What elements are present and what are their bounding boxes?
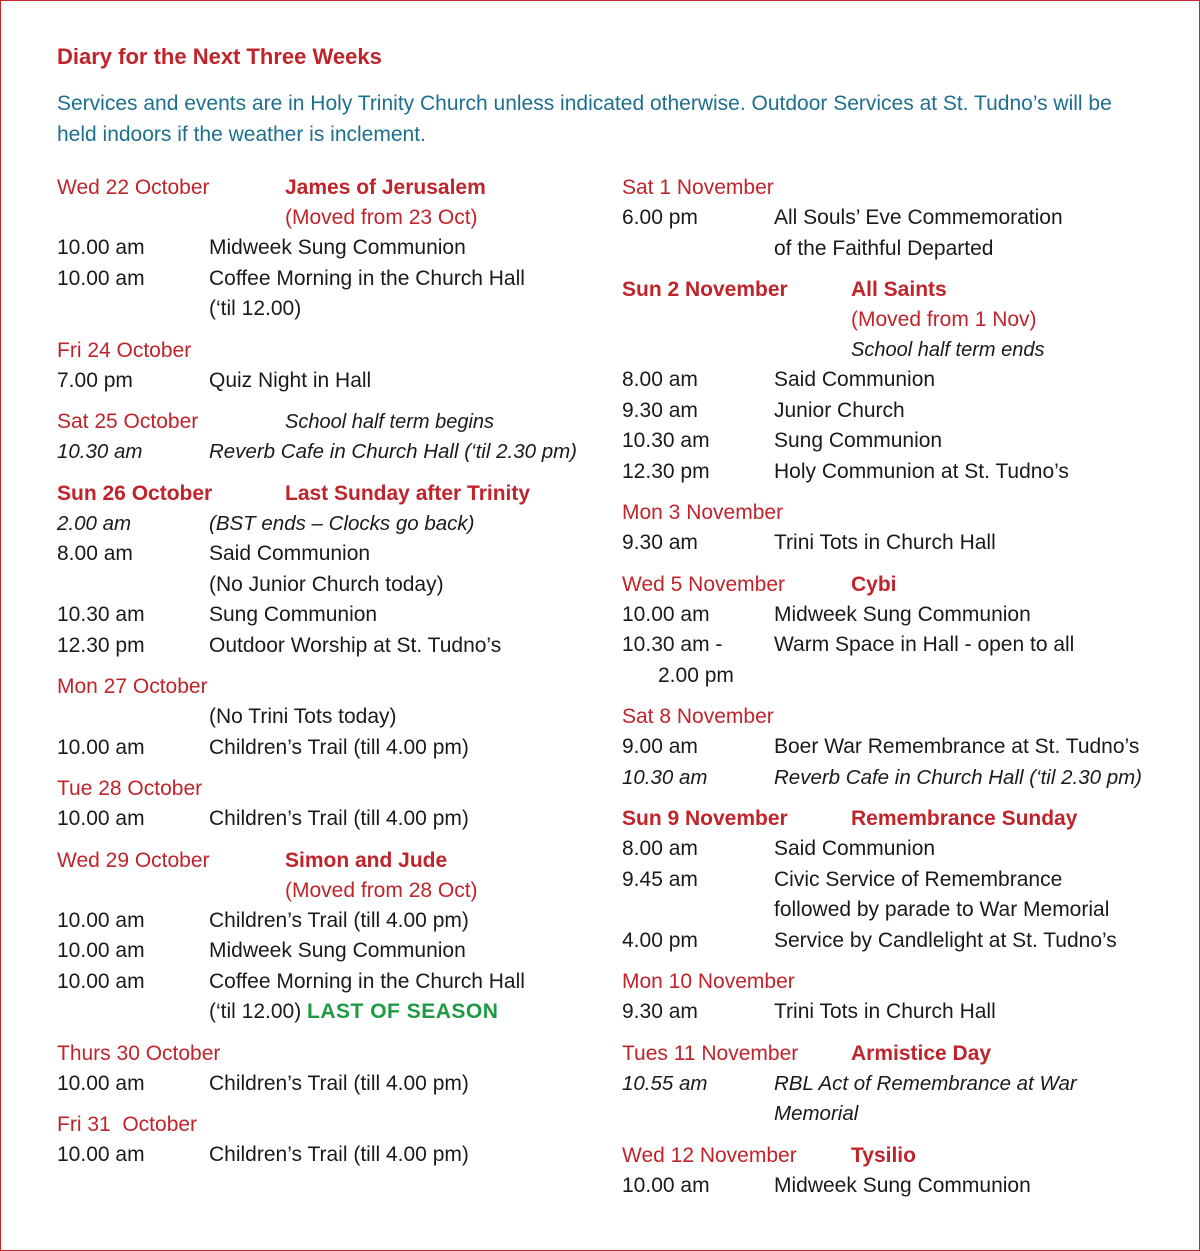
event-desc: Warm Space in Hall - open to all — [774, 633, 1075, 656]
event-desc: Children’s Trail (till 4.00 pm) — [209, 807, 469, 830]
event-desc: Quiz Night in Hall — [209, 368, 372, 392]
left-column — [57, 173, 602, 1182]
event-desc: Holy Communion at St. Tudno’s — [774, 459, 1069, 483]
day-sun-9-nov — [622, 804, 1182, 956]
event-row — [622, 365, 1182, 396]
feast-name: James of Jerusalem — [285, 176, 486, 199]
event-time: 10.00 am — [57, 807, 145, 830]
day-sat-25-oct — [57, 407, 602, 468]
day-date: Mon 3 November — [622, 501, 784, 524]
day-wed-29-oct — [57, 846, 602, 1028]
event-desc: RBL Act of Remembrance at War — [774, 1071, 1077, 1095]
event-desc: Coffee Morning in the Church Hall — [209, 266, 525, 290]
event-desc: Said Communion — [774, 837, 936, 860]
day-wed-5-nov — [622, 570, 1182, 692]
event-row — [622, 732, 1182, 763]
event-desc: Midweek Sung Communion — [209, 939, 466, 962]
event-row — [57, 233, 602, 264]
event-time: 9.30 am — [622, 398, 698, 422]
event-desc: Boer War Remembrance at St. Tudno’s — [774, 735, 1140, 758]
feast-name: Armistice Day — [851, 1041, 992, 1065]
event-time: 10.00 am — [57, 908, 145, 932]
event-time: 10.00 am — [57, 1143, 145, 1166]
event-row — [57, 936, 602, 967]
event-desc: Reverb Cafe in Church Hall (‘til 2.30 pm) — [774, 765, 1142, 789]
event-desc: All Souls’ Eve Commemoration — [774, 206, 1063, 229]
event-desc: Said Communion — [209, 542, 371, 565]
moved-note: (Moved from 23 Oct) — [285, 206, 478, 229]
day-note: (No Trini Tots today) — [209, 705, 397, 728]
event-row — [57, 804, 602, 835]
term-note: School half term begins — [285, 411, 495, 433]
event-time: 7.00 pm — [57, 368, 133, 392]
event-time: 12.30 pm — [622, 459, 710, 483]
event-desc: Midweek Sung Communion — [774, 602, 1031, 626]
event-time: 9.30 am — [622, 1000, 698, 1023]
event-cont: followed by parade to War Memorial — [774, 898, 1110, 921]
event-row — [57, 733, 602, 764]
event-desc: Sung Communion — [209, 603, 378, 626]
event-desc: Trini Tots in Church Hall — [774, 1000, 996, 1023]
event-time: 10.30 am — [622, 429, 710, 452]
event-time: 2.00 am — [57, 511, 132, 535]
event-time: 10.55 am — [622, 1071, 708, 1095]
event-desc: Reverb Cafe in Church Hall (‘til 2.30 pm) — [209, 440, 577, 463]
intro-text: Services and events are in Holy Trinity Church unless indicated otherwise. Outdoor Services at St. Tudno’s will be held indoors if the weather is inclement. — [57, 92, 1112, 146]
event-row — [622, 1069, 1182, 1100]
event-desc: Children’s Trail (till 4.00 pm) — [209, 908, 469, 932]
event-time: 8.00 am — [57, 542, 133, 565]
event-row — [57, 509, 602, 540]
event-cont — [57, 997, 602, 1028]
event-time: 12.30 pm — [57, 633, 145, 657]
day-wed-22-oct — [57, 173, 602, 325]
event-desc: (BST ends – Clocks go back) — [209, 511, 475, 535]
day-date: Wed 5 November — [622, 572, 786, 596]
event-time: 10.00 am — [57, 735, 145, 759]
day-date: Sun 26 October — [57, 481, 213, 505]
day-date: Mon 10 November — [622, 970, 795, 993]
event-row — [57, 1140, 602, 1171]
day-date: Thurs 30 October — [57, 1041, 221, 1065]
event-time: 10.00 am — [622, 1173, 710, 1197]
event-time: 10.30 am - — [622, 633, 723, 656]
day-tue-28-oct — [57, 774, 602, 835]
day-date: Sat 25 October — [57, 410, 199, 433]
day-date: Wed 12 November — [622, 1143, 797, 1167]
event-row — [57, 631, 602, 662]
event-row — [622, 528, 1182, 559]
event-row — [622, 997, 1182, 1028]
day-date: Sat 8 November — [622, 705, 774, 728]
event-time: 9.00 am — [622, 735, 698, 758]
day-date: Fri 24 October — [57, 338, 192, 362]
event-row — [622, 763, 1182, 794]
day-date: Wed 29 October — [57, 848, 210, 872]
event-row — [622, 834, 1182, 865]
day-thu-30-oct — [57, 1039, 602, 1100]
event-desc: Children’s Trail (till 4.00 pm) — [209, 735, 469, 759]
event-desc: Civic Service of Remembrance — [774, 867, 1063, 891]
day-mon-27-oct — [57, 672, 602, 763]
event-cont: (No Junior Church today) — [209, 572, 444, 596]
day-fri-24-oct — [57, 336, 602, 397]
day-mon-3-nov — [622, 498, 1182, 559]
feast-name: Cybi — [851, 572, 897, 596]
event-time: 9.45 am — [622, 867, 698, 891]
day-sun-2-nov — [622, 275, 1182, 487]
event-time: 10.30 am — [622, 765, 708, 789]
event-row — [622, 865, 1182, 896]
event-row — [57, 366, 602, 397]
feast-name: Tysilio — [851, 1143, 916, 1167]
day-date: Wed 22 October — [57, 176, 210, 199]
event-desc: Midweek Sung Communion — [209, 236, 466, 259]
event-row — [622, 926, 1182, 957]
feast-name: Remembrance Sunday — [851, 807, 1078, 830]
event-desc: Children’s Trail (till 4.00 pm) — [209, 1071, 469, 1095]
event-time: 6.00 pm — [622, 206, 698, 229]
event-time: 10.00 am — [57, 939, 145, 962]
day-sat-8-nov — [622, 702, 1182, 793]
event-cont: Memorial — [774, 1102, 859, 1125]
event-desc: Outdoor Worship at St. Tudno’s — [209, 633, 502, 657]
event-desc: Midweek Sung Communion — [774, 1173, 1031, 1197]
event-row — [622, 426, 1182, 457]
event-row — [622, 396, 1182, 427]
event-cont: (‘til 12.00) — [209, 297, 302, 320]
feast-name: All Saints — [851, 278, 947, 301]
event-desc: Said Communion — [774, 368, 936, 391]
event-row — [57, 600, 602, 631]
day-fri-31-oct — [57, 1110, 602, 1171]
last-of-season-badge: LAST OF SEASON — [307, 1000, 499, 1023]
day-mon-10-nov — [622, 967, 1182, 1028]
event-row — [622, 600, 1182, 631]
event-time: 8.00 am — [622, 368, 698, 391]
event-cont: of the Faithful Departed — [774, 236, 994, 260]
event-row — [57, 264, 602, 295]
day-wed-12-nov — [622, 1141, 1182, 1202]
day-sun-26-oct — [57, 479, 602, 662]
event-time: 10.30 am — [57, 603, 145, 626]
day-date: Sat 1 November — [622, 176, 774, 199]
day-sat-1-nov — [622, 173, 1182, 264]
day-date: Fri 31 October — [57, 1113, 198, 1136]
day-tue-11-nov — [622, 1039, 1182, 1130]
event-desc: Coffee Morning in the Church Hall — [209, 969, 525, 993]
event-desc: Children’s Trail (till 4.00 pm) — [209, 1143, 469, 1166]
event-time-cont: 2.00 pm — [658, 663, 734, 687]
feast-name: Simon and Jude — [285, 848, 448, 872]
event-row — [57, 967, 602, 998]
day-date: Mon 27 October — [57, 675, 208, 698]
page-title: Diary for the Next Three Weeks — [57, 44, 382, 69]
right-column — [622, 173, 1182, 1212]
event-desc: Junior Church — [774, 398, 905, 422]
event-cont-text: (‘til 12.00) — [209, 1000, 302, 1023]
feast-name: Last Sunday after Trinity — [285, 481, 531, 505]
event-time: 8.00 am — [622, 837, 698, 860]
event-time: 10.00 am — [57, 969, 145, 993]
day-date: Tues 11 November — [622, 1041, 799, 1065]
moved-note: (Moved from 1 Nov) — [851, 308, 1037, 331]
event-time: 10.30 am — [57, 440, 143, 463]
event-row — [57, 906, 602, 937]
event-row — [622, 457, 1182, 488]
event-row — [57, 1069, 602, 1100]
day-date: Tue 28 October — [57, 777, 203, 800]
event-time: 4.00 pm — [622, 928, 698, 952]
event-row — [57, 539, 602, 570]
event-time: 10.00 am — [57, 236, 145, 259]
event-desc: Sung Communion — [774, 429, 943, 452]
event-desc: Service by Candlelight at St. Tudno’s — [774, 928, 1117, 952]
event-row — [57, 437, 602, 468]
day-date: Sun 2 November — [622, 278, 788, 301]
event-time: 10.00 am — [622, 602, 710, 626]
event-time: 10.00 am — [57, 266, 145, 290]
moved-note: (Moved from 28 Oct) — [285, 878, 478, 902]
event-row — [622, 630, 1182, 661]
term-note: School half term ends — [851, 339, 1045, 361]
event-time: 9.30 am — [622, 531, 698, 554]
event-desc: Trini Tots in Church Hall — [774, 531, 996, 554]
event-row — [622, 1171, 1182, 1202]
event-time: 10.00 am — [57, 1071, 145, 1095]
day-date: Sun 9 November — [622, 807, 788, 830]
event-row — [622, 203, 1182, 234]
